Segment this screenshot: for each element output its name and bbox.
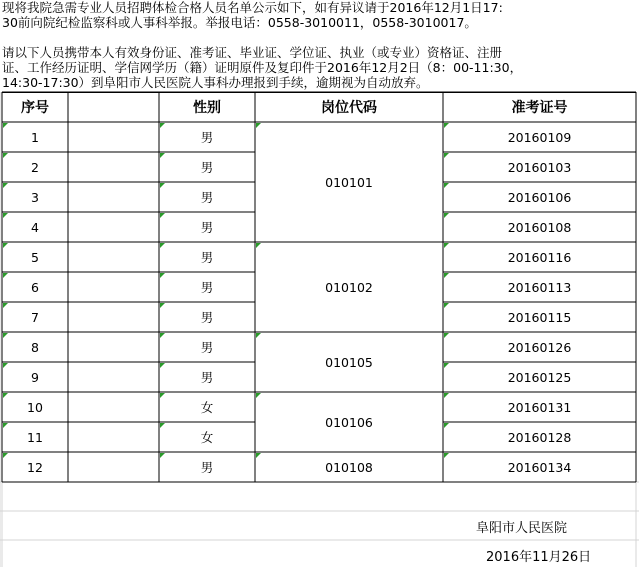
cell-indicator-icon [3, 423, 8, 428]
row-seq: 2 [31, 159, 39, 175]
cell-indicator-icon [444, 393, 449, 398]
row-gender: 男 [200, 220, 214, 235]
cell-indicator-icon [444, 303, 449, 308]
organization-name: 阜阳市人民医院 [476, 521, 568, 536]
cell-indicator-icon [444, 183, 449, 188]
row-seq: 1 [31, 129, 39, 145]
cell-indicator-icon [3, 393, 8, 398]
row-gender: 男 [200, 250, 214, 265]
cell-indicator-icon [444, 333, 449, 338]
row-exam-no: 20160106 [507, 189, 572, 205]
row-exam-no: 20160116 [507, 249, 572, 265]
cell-indicator-icon [160, 213, 165, 218]
cell-indicator-icon [256, 453, 261, 458]
row-gender: 男 [200, 370, 214, 385]
row-exam-no: 20160109 [507, 129, 572, 145]
row-gender: 男 [200, 130, 214, 145]
row-gender: 男 [200, 460, 214, 475]
cell-indicator-icon [444, 123, 449, 128]
post-code-cell: 010101 [325, 174, 373, 190]
cell-indicator-icon [3, 273, 8, 278]
row-seq: 6 [31, 279, 39, 295]
post-code-cell: 010106 [325, 414, 373, 430]
cell-indicator-icon [160, 423, 165, 428]
cell-indicator-icon [444, 153, 449, 158]
row-gender: 女 [200, 430, 214, 445]
row-seq: 5 [31, 249, 39, 265]
row-seq: 3 [31, 189, 39, 205]
cell-indicator-icon [444, 243, 449, 248]
post-code-cell: 010108 [325, 459, 373, 475]
cell-indicator-icon [3, 243, 8, 248]
notice-line: 现将我院急需专业人员招聘体检合格人员名单公示如下，如有异议请于2016年12月1日17: [2, 0, 503, 15]
row-exam-no: 20160131 [507, 399, 572, 415]
cell-indicator-icon [160, 123, 165, 128]
cell-indicator-icon [3, 183, 8, 188]
notice-line: 请以下人员携带本人有效身份证、准考证、毕业证、学位证、执业（或专业）资格证、注册 [2, 45, 503, 60]
cell-indicator-icon [3, 453, 8, 458]
notice-line: 30前向院纪检监察科或人事科举报。举报电话：0558-3010011，0558-3010017。 [2, 15, 477, 30]
row-gender: 男 [200, 310, 214, 325]
post-code-cell: 010102 [325, 279, 373, 295]
cell-indicator-icon [160, 303, 165, 308]
cell-indicator-icon [160, 453, 165, 458]
cell-indicator-icon [256, 123, 261, 128]
row-seq: 10 [27, 399, 43, 415]
row-seq: 9 [31, 369, 39, 385]
row-seq: 4 [31, 219, 39, 235]
notice-date: 2016年11月26日 [486, 550, 592, 565]
header-gender: 性别 [193, 100, 221, 116]
cell-indicator-icon [256, 243, 261, 248]
row-exam-no: 20160134 [507, 459, 572, 475]
notice-line: 14:30-17:30）到阜阳市人民医院人事科办理报到手续，逾期视为自动放弃。 [2, 75, 429, 90]
cell-indicator-icon [444, 363, 449, 368]
cell-indicator-icon [160, 183, 165, 188]
row-gender: 男 [200, 190, 214, 205]
cell-indicator-icon [444, 423, 449, 428]
row-exam-no: 20160113 [507, 279, 572, 295]
row-exam-no: 20160128 [507, 429, 572, 445]
cell-indicator-icon [3, 153, 8, 158]
post-code-cell: 010105 [325, 354, 373, 370]
row-seq: 12 [27, 459, 43, 475]
row-exam-no: 20160115 [507, 309, 572, 325]
cell-indicator-icon [444, 453, 449, 458]
cell-indicator-icon [160, 393, 165, 398]
row-exam-no: 20160126 [507, 339, 572, 355]
header-post-code: 岗位代码 [321, 100, 377, 116]
row-exam-no: 20160108 [507, 219, 572, 235]
cell-indicator-icon [256, 333, 261, 338]
cell-indicator-icon [3, 333, 8, 338]
cell-indicator-icon [444, 273, 449, 278]
header-exam-no: 准考证号 [511, 100, 568, 116]
cell-indicator-icon [3, 303, 8, 308]
cell-indicator-icon [160, 333, 165, 338]
cell-indicator-icon [160, 273, 165, 278]
cell-indicator-icon [160, 153, 165, 158]
row-gender: 男 [200, 340, 214, 355]
notice-line: 证、工作经历证明、学信网学历（籍）证明原件及复印件于2016年12月2日（8：00-11:30， [2, 60, 523, 75]
header-seq: 序号 [21, 100, 49, 116]
cell-indicator-icon [3, 363, 8, 368]
cell-indicator-icon [160, 243, 165, 248]
row-gender: 男 [200, 160, 214, 175]
row-gender: 女 [200, 400, 214, 415]
cell-indicator-icon [160, 363, 165, 368]
row-exam-no: 20160103 [507, 159, 572, 175]
row-exam-no: 20160125 [507, 369, 572, 385]
cell-indicator-icon [444, 213, 449, 218]
cell-indicator-icon [256, 393, 261, 398]
row-seq: 11 [27, 429, 43, 445]
row-gender: 男 [200, 280, 214, 295]
cell-indicator-icon [3, 213, 8, 218]
row-seq: 8 [31, 339, 39, 355]
cell-indicator-icon [3, 123, 8, 128]
row-seq: 7 [31, 309, 39, 325]
